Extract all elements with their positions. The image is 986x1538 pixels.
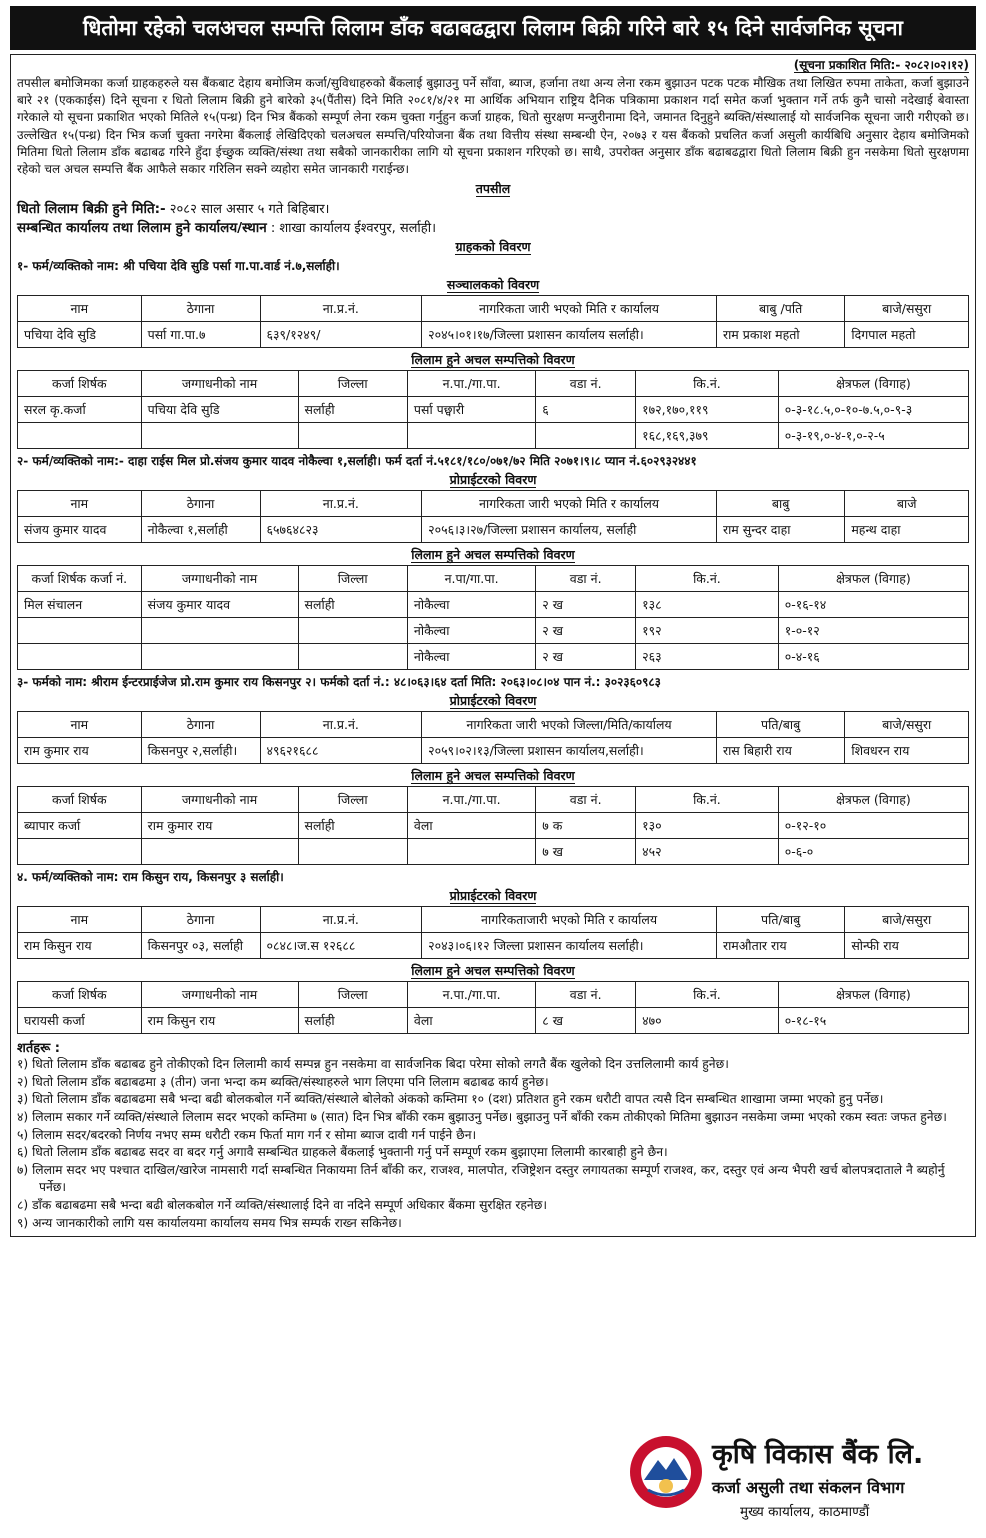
- table-header-row: [18, 982, 969, 1008]
- term-item: ३) धितो लिलाम डाँक बढाबढमा सबै भन्दा बढी बोलकबोल गर्ने ब्यक्ति/संस्थाले बोलेको अंकको कम्तिमा १० (दश) प्रतिशत हुने रकम धरौटी वापत त्यसै दिन सम्बन्धित शाखामा जम्मा भएको हुनु पर्नेछ।: [17, 1092, 884, 1107]
- table-row: [18, 839, 969, 865]
- column-header: नाम: [18, 491, 142, 517]
- auction-date-value: २०८२ साल असार ५ गते बिहिबार।: [165, 202, 330, 218]
- table-row: [18, 1008, 969, 1034]
- column-header: जग्गाधनीको नाम: [141, 566, 298, 592]
- intro-paragraph: तपसील बमोजिमका कर्जा ग्राहकहरुले यस बैंकबाट देहाय बमोजिम कर्जा/सुविधाहरुको बैंकलाई बुझाउनु पर्ने साँवा, ब्याज, हर्जाना तथा अन्य लेना रकम बुझाउन पटक पटक मौखिक तथा लिखित रुपमा ताकेता, कर्जा बुझाउने बारे २१ (एककाईस) दिने सूचना र धितो लिलाम बिक्री हुने बारेको ३५(पैंतीस) दिने मिति २०८१/४/२१ मा आर्थिक अभियान राष्ट्रिय दैनिक पत्रिकामा प्रकाशन गर्दा समेत कर्जा भुक्तान गर्ने तर्फ कुनै चासो नदेखाई बेवास्ता गरेकाले यो सूचना प्रकाशित भएको मितिले १५(पन्ध्र) दिन भित्र बैंकको सम्पूर्ण लेना रकम चुक्ता गर्नुहुन कर्जा ग्राहक, धितो सुरक्षण मन्जुरीनामा दिने, जमानत दिनुहुने ब्यक्ति/संस्थालाई यो सार्वजनिक सूचना जारी गरीएको छ। उल्लेखित १५(पन्ध्र) दिन भित्र कर्जा चुक्ता नगरेमा बैंकलाई लेखिदिएको चलअचल सम्पत्ति/परियोजना बैंक तथा वित्तीय संस्था सम्बन्धी ऐन, २०७३ र यस बैंकको प्रचलित कर्जा असुली कार्यबिधि अनुसार देहाय बमोजिमको मितिमा धितो लिलाम डाँक बढाबढ गरिने हुँदा ईच्छुक व्यक्ति/संस्था तथा सबैको जानकारीका लागि यो सूचना प्रकाशन गरिएको छ। साथै, उपरोक्त अनुसार डाँक बढाबढद्वारा धितो लिलाम बिक्री हुन नसकेमा धितो सुरक्षणमा रहेको चल अचल सम्पत्ति बैंक आफैले सकार गरिलिन सक्ने व्यहोरा समेत जानकारी गराईन्छ।: [17, 76, 969, 177]
- property-heading-text: लिलाम हुने अचल सम्पत्तिको विवरण: [411, 547, 575, 563]
- table-cell: ०-३-१९,०-४-१,०-२-५: [778, 423, 968, 449]
- table-cell: संजय कुमार यादव: [141, 592, 298, 618]
- firm-title: २- फर्म/व्यक्तिको नाम:- दाहा राईस मिल प्रो.संजय कुमार यादव नोकैल्वा १,सर्लाही। फर्म दर्ता नं.५१८१/१८०/०७१/७२ मिति २०७१।९।८ प्यान नं.६०२९३२४४१: [17, 454, 697, 469]
- table-cell: ४७०: [636, 1008, 779, 1034]
- table-cell: नोकैल्वा १,सर्लाही: [141, 517, 260, 543]
- table-row: [18, 738, 969, 764]
- person-heading: [17, 692, 969, 709]
- property-heading: [17, 767, 969, 784]
- property-table: [17, 981, 969, 1034]
- column-header: बाजे/ससुरा: [845, 296, 969, 322]
- column-header: जग्गाधनीको नाम: [141, 371, 298, 397]
- person-table: [17, 906, 969, 959]
- table-cell: १३०: [636, 813, 779, 839]
- table-cell: सर्लाही: [298, 813, 407, 839]
- table-cell: २०४३।०६।१२ जिल्ला प्रशासन कार्यालय सर्लाही।: [422, 933, 717, 959]
- column-header: बाबु /पति: [716, 296, 844, 322]
- auction-date: [17, 199, 969, 217]
- column-header: कि.नं.: [636, 982, 779, 1008]
- term-item: ७) लिलाम सदर भए पश्चात दाखिल/खारेज नामसारी गर्दा सम्बन्धित निकायमा तिर्न बाँकी कर, राजश्व, मालपोत, रजिष्ट्रेशन दस्तुर लगायतका सम्पूर्ण राजश्व, कर, दस्तुर एवं अन्य भैपरी खर्च बोलपत्रदाताले नै ब्यहोर्नु पर्नेछ।: [17, 1162, 945, 1195]
- table-cell: ब्यापार कर्जा: [18, 813, 142, 839]
- property-heading-text: लिलाम हुने अचल सम्पत्तिको विवरण: [411, 352, 575, 368]
- column-header: क्षेत्रफल (विगाह): [778, 787, 968, 813]
- customer-heading-text: ग्राहकको विवरण: [455, 239, 531, 255]
- column-header: जिल्ला: [298, 566, 407, 592]
- table-cell: २०४५।०१।१७/जिल्ला प्रशासन कार्यालय सर्लाही।: [422, 322, 717, 348]
- column-header: कर्जा शिर्षक: [18, 787, 142, 813]
- person-table: [17, 711, 969, 764]
- table-row: [18, 644, 969, 670]
- table-cell: [18, 644, 142, 670]
- column-header: न.पा/गा.पा.: [407, 566, 535, 592]
- auction-office-value: : शाखा कार्यालय ईश्वरपुर, सर्लाही।: [266, 221, 437, 237]
- person-heading: [17, 887, 969, 904]
- table-cell: सरल कृ.कर्जा: [18, 397, 142, 423]
- column-header: बाजे: [845, 491, 969, 517]
- table-header-row: [18, 566, 969, 592]
- person-heading-text: प्रोप्राईटरको विवरण: [449, 888, 537, 904]
- table-cell: १७२,१७०,११९: [636, 397, 779, 423]
- terms-list: [17, 1056, 969, 1232]
- table-cell: दिगपाल महतो: [845, 322, 969, 348]
- person-table: [17, 490, 969, 543]
- property-heading-text: लिलाम हुने अचल सम्पत्तिको विवरण: [411, 963, 575, 979]
- bank-signature: [628, 1434, 958, 1530]
- table-header-row: [18, 491, 969, 517]
- table-cell: २ ख: [536, 592, 636, 618]
- column-header: वडा नं.: [536, 566, 636, 592]
- table-cell: सर्लाही: [298, 1008, 407, 1034]
- firms-list: [17, 257, 969, 1034]
- table-row: [18, 423, 969, 449]
- table-cell: किसनपुर २,सर्लाही।: [141, 738, 260, 764]
- column-header: न.पा./गा.पा.: [407, 787, 535, 813]
- column-header: नागरिकताजारी भएको मिति र कार्यालय: [422, 907, 717, 933]
- property-table: [17, 786, 969, 865]
- column-header: कि.नं.: [636, 787, 779, 813]
- table-cell: २ ख: [536, 618, 636, 644]
- table-cell: [536, 423, 636, 449]
- person-heading: [17, 276, 969, 293]
- customer-heading: [17, 238, 969, 255]
- column-header: ठेगाना: [141, 907, 260, 933]
- table-row: [18, 618, 969, 644]
- table-cell: रास बिहारी राय: [716, 738, 844, 764]
- table-cell: [141, 618, 298, 644]
- firm-title: १- फर्म/व्यक्तिको नाम: श्री पचिया देवि सुडि पर्सा गा.पा.वार्ड नं.७,सर्लाही।: [17, 259, 340, 274]
- bank-name: कृषि विकास बैंक लि.: [712, 1439, 924, 1470]
- table-cell: पर्सा पछ्वारी: [407, 397, 535, 423]
- column-header: बाबु: [716, 491, 844, 517]
- table-cell: पचिया देवि सुडि: [141, 397, 298, 423]
- publish-date: [17, 56, 969, 73]
- terms-heading: शर्तहरू :: [17, 1041, 60, 1057]
- table-cell: ६: [536, 397, 636, 423]
- table-cell: [18, 423, 142, 449]
- table-cell: २ ख: [536, 644, 636, 670]
- table-cell: [407, 423, 535, 449]
- property-heading-text: लिलाम हुने अचल सम्पत्तिको विवरण: [411, 768, 575, 784]
- column-header: ना.प्र.नं.: [260, 296, 422, 322]
- table-cell: रामऔतार राय: [716, 933, 844, 959]
- column-header: नागरिकता जारी भएको मिति र कार्यालय: [422, 491, 717, 517]
- column-header: ना.प्र.नं.: [260, 712, 422, 738]
- auction-office-label: सम्बन्धित कार्यालय तथा लिलाम हुने कार्यालय/स्थान: [17, 220, 267, 237]
- term-item: ५) लिलाम सदर/बदरको निर्णय नभए सम्म धरौटी रकम फिर्ता माग गर्न र सोमा ब्याज दावी गर्न पाईने छैन।: [17, 1127, 477, 1142]
- column-header: नाम: [18, 296, 142, 322]
- table-cell: वेला: [407, 813, 535, 839]
- table-cell: राम कुमार राय: [18, 738, 142, 764]
- table-cell: १३८: [636, 592, 779, 618]
- table-row: [18, 517, 969, 543]
- table-cell: वेला: [407, 1008, 535, 1034]
- term-item: ६) धितो लिलाम डाँक बढाबढ सदर वा बदर गर्नु अगावै सम्बन्धित ग्राहकले बैंकलाई भुक्तानी गर्नु पर्ने सम्पूर्ण रकम बुझाएमा लिलामी कारबाही हुने छैन।: [17, 1145, 668, 1160]
- table-cell: सर्लाही: [298, 397, 407, 423]
- column-header: नागरिकता जारी भएको मिति र कार्यालय: [422, 296, 717, 322]
- bank-department: कर्जा असुली तथा संकलन विभाग: [712, 1478, 905, 1497]
- tapsil-heading: [17, 180, 969, 197]
- firm-title: ४. फर्म/व्यक्तिको नाम: राम किसुन राय, किसनपुर ३ सर्लाही।: [17, 870, 284, 885]
- table-header-row: [18, 371, 969, 397]
- table-row: [18, 397, 969, 423]
- table-cell: [141, 839, 298, 865]
- table-cell: ०८४८।ज.स १२६८८: [260, 933, 422, 959]
- column-header: ठेगाना: [141, 712, 260, 738]
- column-header: पति/बाबु: [716, 712, 844, 738]
- table-row: [18, 592, 969, 618]
- column-header: ना.प्र.नं.: [260, 907, 422, 933]
- column-header: जग्गाधनीको नाम: [141, 787, 298, 813]
- table-cell: सोन्फी राय: [845, 933, 969, 959]
- notice-page: [0, 6, 986, 1538]
- table-cell: २०५६।३।२७/जिल्ला प्रशासन कार्यालय, सर्लाही: [422, 517, 717, 543]
- notice-title: धितोमा रहेको चलअचल सम्पत्ति लिलाम डाँक बढाबढद्वारा लिलाम बिक्री गरिने बारे १५ दिने सार्वजनिक सूचना: [10, 6, 976, 50]
- term-item: ९) अन्य जानकारीको लागि यस कार्यालयमा कार्यालय समय भित्र सम्पर्क राख्न सकिनेछ।: [17, 1215, 402, 1230]
- column-header: वडा नं.: [536, 371, 636, 397]
- table-cell: शिवधरन राय: [845, 738, 969, 764]
- column-header: वडा नं.: [536, 787, 636, 813]
- column-header: वडा नं.: [536, 982, 636, 1008]
- column-header: बाजे/ससुरा: [845, 907, 969, 933]
- table-cell: [298, 618, 407, 644]
- table-cell: ४९६२१६८८: [260, 738, 422, 764]
- column-header: ठेगाना: [141, 491, 260, 517]
- bank-logo: [628, 1434, 704, 1510]
- property-table: [17, 565, 969, 670]
- table-cell: पर्सा गा.पा.७: [141, 322, 260, 348]
- column-header: कि.नं.: [636, 371, 779, 397]
- column-header: जग्गाधनीको नाम: [141, 982, 298, 1008]
- person-heading: [17, 471, 969, 488]
- bank-office: मुख्य कार्यालय, काठमाण्डौं: [740, 1504, 870, 1520]
- table-header-row: [18, 296, 969, 322]
- column-header: न.पा./गा.पा.: [407, 982, 535, 1008]
- table-cell: ०-३-१८.५,०-१०-७.५,०-९-३: [778, 397, 968, 423]
- column-header: ना.प्र.नं.: [260, 491, 422, 517]
- table-cell: ७ क: [536, 813, 636, 839]
- table-cell: ०-४-१६: [778, 644, 968, 670]
- firm-title: ३- फर्मको नाम: श्रीराम ईन्टरप्राईजेज प्रो.राम कुमार राय किसनपुर २। फर्मको दर्ता नं.: ४८।०६३।६४ दर्ता मिति: २०६३।०८।०४ पान नं.: ३०२३६०९८३: [17, 675, 661, 690]
- column-header: ठेगाना: [141, 296, 260, 322]
- property-heading: [17, 546, 969, 563]
- column-header: जिल्ला: [298, 787, 407, 813]
- table-cell: ०-६-०: [778, 839, 968, 865]
- table-cell: नोकैल्वा: [407, 644, 535, 670]
- column-header: न.पा./गा.पा.: [407, 371, 535, 397]
- table-cell: ४५२: [636, 839, 779, 865]
- publish-date-text: (सूचना प्रकाशित मिति:- २०८२।०२।१२): [793, 58, 969, 72]
- table-cell: [298, 644, 407, 670]
- person-heading-text: सञ्चालकको विवरण: [446, 277, 540, 293]
- column-header: क्षेत्रफल (विगाह): [778, 371, 968, 397]
- auction-date-label: धितो लिलाम बिक्री हुने मिति:-: [17, 201, 166, 218]
- table-cell: २०५९।०२।१३/जिल्ला प्रशासन कार्यालय,सर्लाही।: [422, 738, 717, 764]
- column-header: क्षेत्रफल (विगाह): [778, 982, 968, 1008]
- column-header: कर्जा शिर्षक: [18, 982, 142, 1008]
- table-cell: मिल संचालन: [18, 592, 142, 618]
- table-header-row: [18, 907, 969, 933]
- column-header: नाम: [18, 712, 142, 738]
- table-cell: ०-१८-१५: [778, 1008, 968, 1034]
- column-header: क्षेत्रफल (विगाह): [778, 566, 968, 592]
- table-cell: नोकैल्वा: [407, 618, 535, 644]
- table-cell: ८ ख: [536, 1008, 636, 1034]
- column-header: जिल्ला: [298, 982, 407, 1008]
- table-cell: [298, 423, 407, 449]
- property-table: [17, 370, 969, 449]
- table-cell: ०-१६-१४: [778, 592, 968, 618]
- table-header-row: [18, 787, 969, 813]
- table-cell: [18, 618, 142, 644]
- column-header: कि.नं.: [636, 566, 779, 592]
- table-cell: [407, 839, 535, 865]
- table-cell: ६५७६४८२३: [260, 517, 422, 543]
- person-table: [17, 295, 969, 348]
- table-cell: ७ ख: [536, 839, 636, 865]
- person-heading-text: प्रोप्राईटरको विवरण: [449, 472, 537, 488]
- table-cell: राम कुमार राय: [141, 813, 298, 839]
- notice-frame: [10, 54, 976, 1237]
- table-cell: सर्लाही: [298, 592, 407, 618]
- table-row: [18, 322, 969, 348]
- table-cell: [18, 839, 142, 865]
- column-header: नाम: [18, 907, 142, 933]
- auction-office: [17, 218, 969, 236]
- table-row: [18, 933, 969, 959]
- column-header: कर्जा शिर्षक: [18, 371, 142, 397]
- table-cell: १६८,१६९,३७९: [636, 423, 779, 449]
- column-header: कर्जा शिर्षक कर्जा नं.: [18, 566, 142, 592]
- table-header-row: [18, 712, 969, 738]
- column-header: बाजे/ससुरा: [845, 712, 969, 738]
- column-header: जिल्ला: [298, 371, 407, 397]
- term-item: २) धितो लिलाम डाँक बढाबढमा ३ (तीन) जना भन्दा कम ब्यक्ति/संस्थाहरुले भाग लिएमा पनि लिलाम बढाबढ कार्य हुनेछ।: [17, 1074, 549, 1089]
- table-cell: संजय कुमार यादव: [18, 517, 142, 543]
- table-cell: पचिया देवि सुडि: [18, 322, 142, 348]
- column-header: पति/बाबु: [716, 907, 844, 933]
- table-cell: ६३९/१२४९/: [260, 322, 422, 348]
- table-cell: महन्थ दाहा: [845, 517, 969, 543]
- table-row: [18, 813, 969, 839]
- table-cell: १-०-१२: [778, 618, 968, 644]
- table-cell: घरायसी कर्जा: [18, 1008, 142, 1034]
- table-cell: राम किसुन राय: [141, 1008, 298, 1034]
- term-item: १) धितो लिलाम डाँक बढाबढ हुने तोकीएको दिन लिलामी कार्य सम्पन्न हुन नसकेमा वा सार्वजनिक बिदा परेमा सोको लगतै बैंक खुलेको दिन उत्तलिलामी कार्य हुनेछ।: [17, 1057, 729, 1072]
- table-cell: राम किसुन राय: [18, 933, 142, 959]
- table-cell: [141, 644, 298, 670]
- table-cell: नोकैल्वा: [407, 592, 535, 618]
- term-item: ४) लिलाम सकार गर्ने व्यक्ति/संस्थाले लिलाम सदर भएको कम्तिमा ७ (सात) दिन भित्र बाँकी रकम बुझाउनु पर्नेछ। बुझाउनु पर्ने बाँकी रकम तोकीएको मितिमा बुझाउन नसकेमा जम्मा भएको रकम स्वतः जफत हुनेछ।: [17, 1110, 947, 1124]
- person-heading-text: प्रोप्राईटरको विवरण: [449, 693, 537, 709]
- table-cell: [298, 839, 407, 865]
- tapsil-text: तपसील: [475, 181, 511, 197]
- table-cell: २६३: [636, 644, 779, 670]
- table-cell: किसनपुर ०३, सर्लाही: [141, 933, 260, 959]
- table-cell: राम सुन्दर दाहा: [716, 517, 844, 543]
- column-header: नागरिकता जारी भएको जिल्ला/मिति/कार्यालय: [422, 712, 717, 738]
- table-cell: १९२: [636, 618, 779, 644]
- table-cell: [141, 423, 298, 449]
- property-heading: [17, 351, 969, 368]
- term-item: ८) डाँक बढाबढमा सबै भन्दा बढी बोलकबोल गर्ने व्यक्ति/संस्थालाई दिने वा नदिने सम्पूर्ण अधिकार बैंकमा सुरक्षित रहनेछ।: [17, 1197, 548, 1212]
- table-cell: राम प्रकाश महतो: [716, 322, 844, 348]
- property-heading: [17, 962, 969, 979]
- table-cell: ०-१२-१०: [778, 813, 968, 839]
